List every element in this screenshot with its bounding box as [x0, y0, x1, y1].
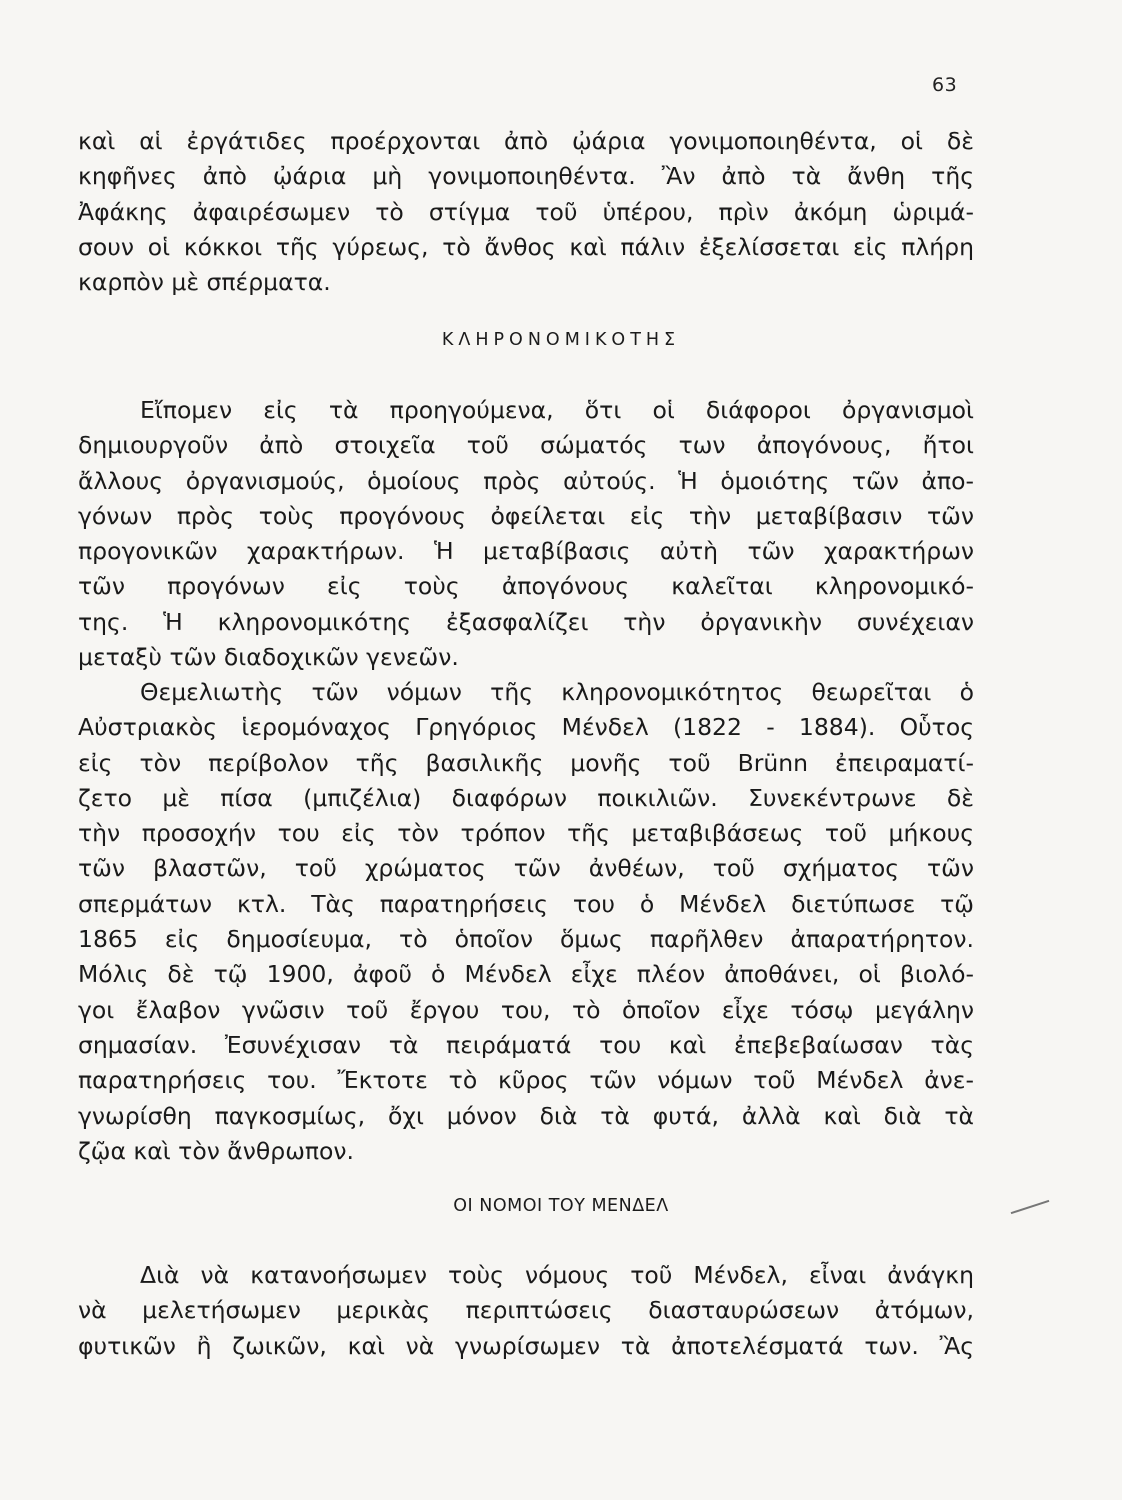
- text-line: τῶν προγόνων εἰς τοὺς ἀπογόνους καλεῖται κληρονομικό-: [78, 572, 974, 601]
- text-line: γνωρίσθη παγκοσμίως, ὄχι μόνον διὰ τὰ φυτά, ἀλλὰ καὶ διὰ τὰ: [78, 1101, 974, 1130]
- text-line: Μόλις δὲ τῷ 1900, ἀφοῦ ὁ Μένδελ εἶχε πλέον ἀποθάνει, οἱ βιολό-: [78, 960, 974, 989]
- page-number: 63: [932, 74, 958, 96]
- text-line: γοι ἔλαβον γνῶσιν τοῦ ἔργου του, τὸ ὁποῖον εἶχε τόσῳ μεγάλην: [78, 995, 974, 1024]
- text-line: 1865 εἰς δημοσίευμα, τὸ ὁποῖον ὅμως παρῆλθεν ἀπαρατήρητον.: [78, 925, 974, 954]
- text-line: καὶ αἱ ἐργάτιδες προέρχονται ἀπὸ ᾠάρια γονιμοποιηθέντα, οἱ δὲ: [78, 127, 974, 155]
- paragraph-3: [78, 675, 974, 1169]
- text-line: Θεμελιωτὴς τῶν νόμων τῆς κληρονομικότητος θεωρεῖται ὁ: [140, 678, 974, 706]
- text-line: νὰ μελετήσωμεν μερικὰς περιπτώσεις διασταυρώσεων ἀτόμων,: [78, 1296, 974, 1325]
- text-line: παρατηρήσεις του. Ἔκτοτε τὸ κῦρος τῶν νόμων τοῦ Μένδελ ἀνε-: [78, 1066, 974, 1095]
- text-line: εἰς τὸν περίβολον τῆς βασιλικῆς μονῆς τοῦ Brünn ἐπειραματί-: [78, 748, 974, 777]
- text-line: Εἴπομεν εἰς τὰ προηγούμενα, ὅτι οἱ διάφοροι ὀργανισμοὶ: [140, 396, 974, 424]
- text-line: Αὐστριακὸς ἱερομόναχος Γρηγόριος Μένδελ (1822 - 1884). Οὗτος: [78, 713, 974, 742]
- paragraph-1: [78, 124, 974, 300]
- text-line: ζῷα καὶ τὸν ἄνθρωπον.: [78, 1136, 355, 1165]
- text-line: τὴν προσοχήν του εἰς τὸν τρόπον τῆς μεταβιβάσεως τοῦ μήκους: [78, 819, 974, 848]
- text-line: τῶν βλαστῶν, τοῦ χρώματος τῶν ἀνθέων, τοῦ σχήματος τῶν: [78, 854, 974, 883]
- text-line: της. Ἡ κληρονομικότης ἐξασφαλίζει τὴν ὀργανικὴν συνέχειαν: [78, 607, 974, 636]
- text-line: προγονικῶν χαρακτήρων. Ἡ μεταβίβασις αὐτὴ τῶν χαρακτήρων: [78, 537, 974, 566]
- text-line: σουν οἱ κόκκοι τῆς γύρεως, τὸ ἄνθος καὶ πάλιν ἐξελίσσεται εἰς πλήρη: [78, 232, 974, 261]
- text-line: δημιουργοῦν ἀπὸ στοιχεῖα τοῦ σώματός των ἀπογόνους, ἤτοι: [78, 431, 974, 460]
- section-heading-mendel-laws: ΟΙ ΝΟΜΟΙ ΤΟΥ ΜΕΝΔΕΛ: [453, 1196, 669, 1216]
- text-line: καρπὸν μὲ σπέρματα.: [78, 268, 331, 297]
- text-line: μεταξὺ τῶν διαδοχικῶν γενεῶν.: [78, 643, 459, 672]
- text-line: σπερμάτων κτλ. Τὰς παρατηρήσεις του ὁ Μένδελ διετύπωσε τῷ: [78, 889, 974, 918]
- text-line: Ἀφάκης ἀφαιρέσωμεν τὸ στίγμα τοῦ ὑπέρου, πρὶν ἀκόμη ὡριμά-: [78, 197, 974, 226]
- text-line: γόνων πρὸς τοὺς προγόνους ὀφείλεται εἰς τὴν μεταβίβασιν τῶν: [78, 501, 974, 530]
- paragraph-4: [78, 1258, 974, 1364]
- paragraph-2: [78, 393, 974, 675]
- section-heading-heredity: ΚΛΗΡΟΝΟΜΙΚΟΤΗΣ: [441, 330, 681, 350]
- text-line: ἄλλους ὀργανισμούς, ὁμοίους πρὸς αὐτούς. Ἡ ὁμοιότης τῶν ἀπο-: [78, 466, 974, 495]
- text-line: φυτικῶν ἢ ζωικῶν, καὶ νὰ γνωρίσωμεν τὰ ἀποτελέσματά των. Ἂς: [78, 1331, 974, 1360]
- text-line: ζετο μὲ πίσα (μπιζέλια) διαφόρων ποικιλιῶν. Συνεκέντρωνε δὲ: [78, 783, 974, 812]
- text-line: σημασίαν. Ἐσυνέχισαν τὰ πειράματά του καὶ ἐπεβεβαίωσαν τὰς: [78, 1030, 974, 1059]
- text-line: κηφῆνες ἀπὸ ᾠάρια μὴ γονιμοποιηθέντα. Ἂν ἀπὸ τὰ ἄνθη τῆς: [78, 162, 974, 191]
- text-line: Διὰ νὰ κατανοήσωμεν τοὺς νόμους τοῦ Μένδελ, εἶναι ἀνάγκη: [140, 1261, 974, 1289]
